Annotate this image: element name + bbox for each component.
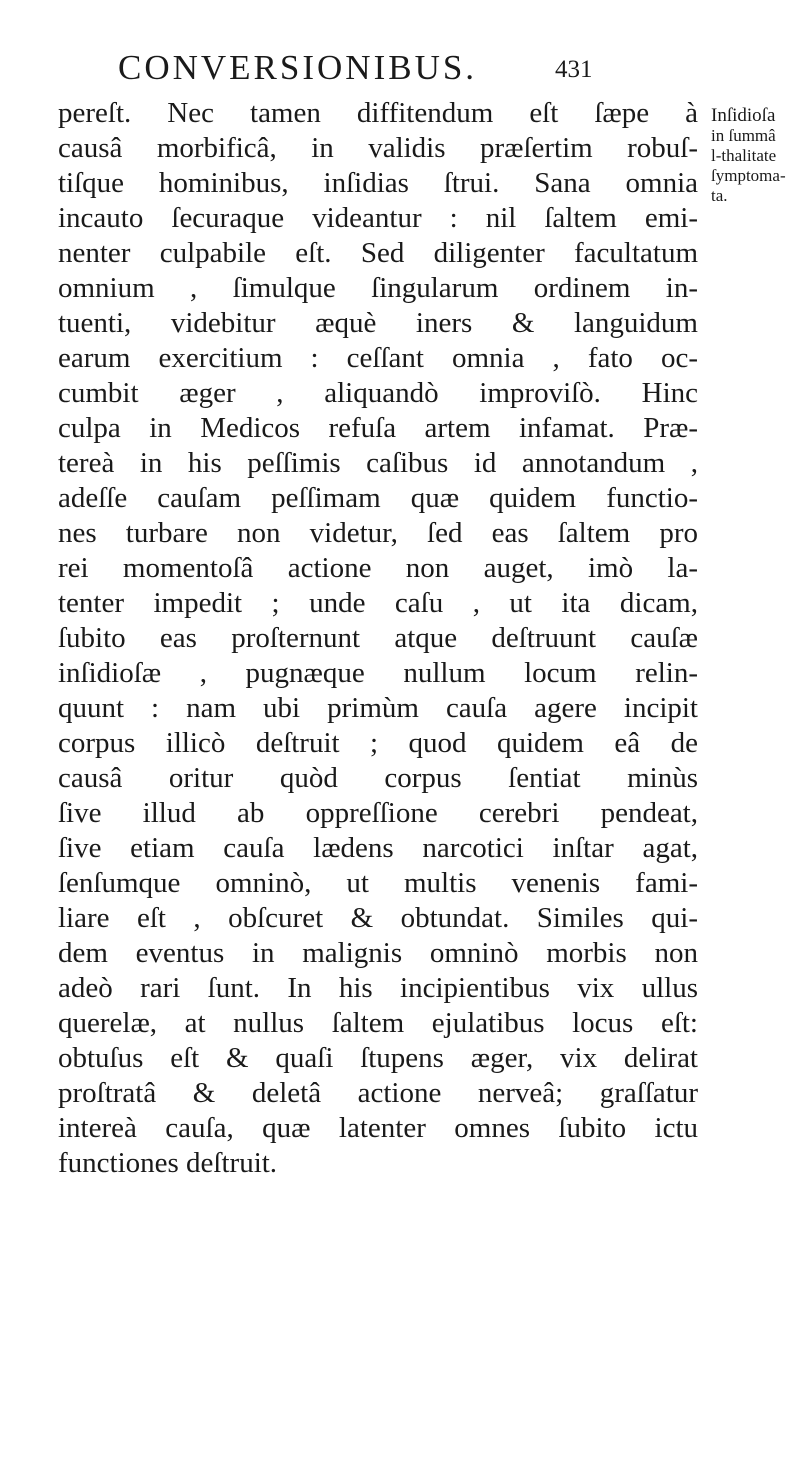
text-line: quunt : nam ubi primùm cauſa agere incipit: [58, 692, 698, 724]
text-line: proſtratâ & deletâ actione nerveâ; graſſatur: [58, 1077, 698, 1109]
text-line: culpa in Medicos refuſa artem infamat. Præ-: [58, 412, 698, 444]
margin-note: [711, 106, 797, 206]
text-line: functiones deſtruit.: [58, 1147, 278, 1179]
margin-note-line: in ſummâ: [711, 126, 776, 145]
margin-note-line: ſymptoma-: [711, 166, 786, 185]
text-line: adeſſe cauſam peſſimam quæ quidem functio-: [58, 482, 698, 514]
text-line: obtuſus eſt & quaſi ſtupens æger, vix delirat: [58, 1042, 698, 1074]
text-line: pereſt. Nec tamen diffitendum eſt ſæpe à: [58, 97, 698, 129]
running-head: [118, 48, 678, 92]
running-title: CONVERSIONIBUS.: [118, 48, 478, 87]
margin-note-line: l-thalitate: [711, 146, 777, 165]
text-line: tiſque hominibus, inſidias ſtrui. Sana omnia: [58, 167, 698, 199]
page-number: 431: [555, 56, 593, 83]
text-line: inſidioſæ , pugnæque nullum locum relin-: [58, 657, 698, 689]
text-line: querelæ, at nullus ſaltem ejulatibus locus eſt:: [58, 1007, 698, 1039]
text-line: earum exercitium : ceſſant omnia , fato oc-: [58, 342, 698, 374]
text-line: tuenti, videbitur æquè iners & languidum: [58, 307, 698, 339]
text-line: corpus illicò deſtruit ; quod quidem eâ de: [58, 727, 698, 759]
text-line: incauto ſecuraque videantur : nil ſaltem emi-: [58, 202, 698, 234]
text-line: adeò rari ſunt. In his incipientibus vix ullus: [58, 972, 698, 1004]
margin-note-line: ta.: [711, 186, 728, 205]
text-line: ſenſumque omninò, ut multis venenis fami-: [58, 867, 698, 899]
text-line: intereà cauſa, quæ latenter omnes ſubito ictu: [58, 1112, 698, 1144]
text-line: causâ oritur quòd corpus ſentiat minùs: [58, 762, 698, 794]
text-line: causâ morbificâ, in validis præſertim robuſ-: [58, 132, 698, 164]
text-line: tenter impedit ; unde caſu , ut ita dicam,: [58, 587, 698, 619]
text-line: cumbit æger , aliquandò improviſò. Hinc: [58, 377, 698, 409]
text-line: tereà in his peſſimis caſibus id annotandum ,: [58, 447, 698, 479]
text-line: ſive illud ab oppreſſione cerebri pendeat,: [58, 797, 698, 829]
margin-note-line: Inſidioſa: [711, 105, 776, 126]
text-line: omnium , ſimulque ſingularum ordinem in-: [58, 272, 698, 304]
text-line: nes turbare non videtur, ſed eas ſaltem pro: [58, 517, 698, 549]
text-line: ſubito eas proſternunt atque deſtruunt cauſæ: [58, 622, 698, 654]
text-line: dem eventus in malignis omninò morbis non: [58, 937, 698, 969]
text-line: rei momentoſâ actione non auget, imò la-: [58, 552, 698, 584]
text-line: nenter culpabile eſt. Sed diligenter facultatum: [58, 237, 698, 269]
text-line: ſive etiam cauſa lædens narcotici inſtar agat,: [58, 832, 698, 864]
body-text: [58, 96, 698, 1181]
text-line: liare eſt , obſcuret & obtundat. Similes qui-: [58, 902, 698, 934]
